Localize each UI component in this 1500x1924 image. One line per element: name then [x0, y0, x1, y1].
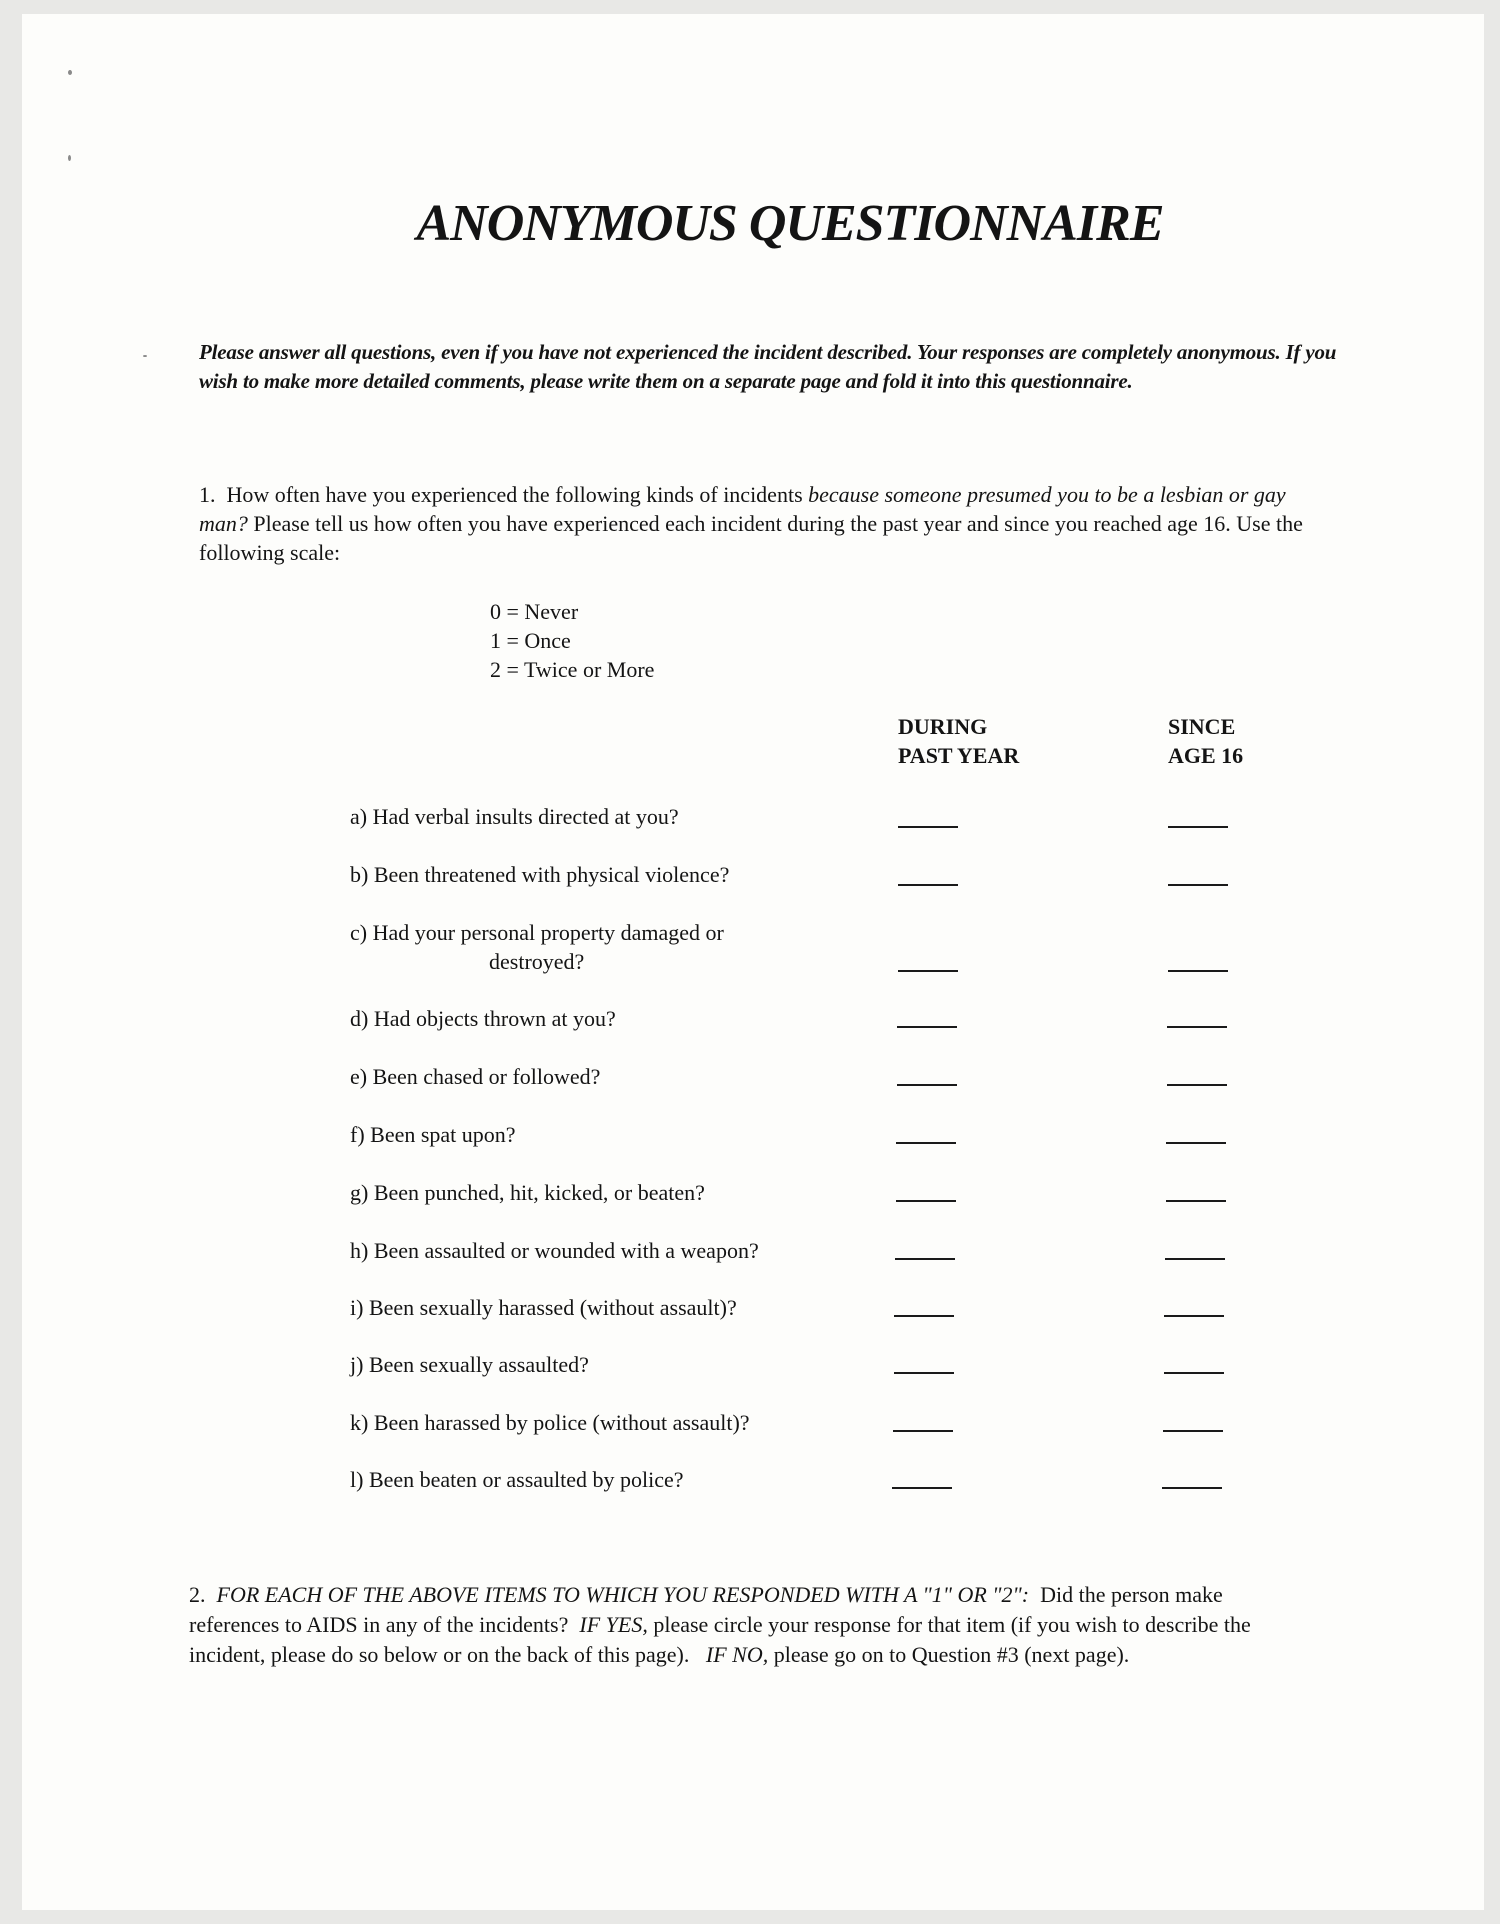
question-1-text-a: How often have you experienced the following kinds of incidents — [226, 482, 803, 507]
question-2-text-c: please go on to Question #3 (next page). — [773, 1642, 1130, 1667]
item-b-since-16-blank[interactable] — [1168, 884, 1228, 886]
column-header-past-year-line2: PAST YEAR — [898, 743, 1020, 768]
margin-speck — [68, 155, 71, 161]
item-e-past-year-blank[interactable] — [897, 1084, 957, 1086]
item-h-label: h) Been assaulted or wounded with a weapon? — [350, 1238, 759, 1263]
margin-speck — [143, 355, 147, 357]
column-header-since-16-line1: SINCE — [1168, 714, 1236, 739]
item-j — [350, 1350, 890, 1379]
item-j-since-16-blank[interactable] — [1164, 1372, 1224, 1374]
item-k-label: k) Been harassed by police (without assault)? — [350, 1410, 750, 1435]
item-l-past-year-blank[interactable] — [892, 1487, 952, 1489]
item-e — [350, 1062, 890, 1091]
column-header-past-year-line1: DURING — [898, 714, 988, 739]
item-c — [350, 918, 890, 976]
scale-entry-twice: 2 = Twice or More — [490, 657, 655, 682]
item-k-past-year-blank[interactable] — [893, 1430, 953, 1432]
response-scale — [490, 597, 654, 684]
item-d-since-16-blank[interactable] — [1167, 1026, 1227, 1028]
item-a-label: a) Had verbal insults directed at you? — [350, 804, 679, 829]
item-h-past-year-blank[interactable] — [895, 1258, 955, 1260]
item-l-label: l) Been beaten or assaulted by police? — [350, 1467, 684, 1492]
question-1-text — [199, 480, 1327, 567]
item-b — [350, 860, 890, 889]
instructions-paragraph: Please answer all questions, even if you have not experienced the incident described. Your responses are completely anonymous. If you wish to make more detailed comments, please write them on a separate page and fold it into this questionnaire. — [199, 340, 1337, 393]
item-b-label: b) Been threatened with physical violence? — [350, 862, 730, 887]
item-i-since-16-blank[interactable] — [1164, 1315, 1224, 1317]
question-1-text-italic: because someone presumed you to be a lesbian or gay man? — [199, 482, 1286, 536]
item-e-label: e) Been chased or followed? — [350, 1064, 601, 1089]
item-l-since-16-blank[interactable] — [1162, 1487, 1222, 1489]
item-a — [350, 802, 890, 831]
item-g-past-year-blank[interactable] — [896, 1200, 956, 1202]
item-g — [350, 1178, 890, 1207]
question-2-text-a: Did the person make references to AIDS in any of the incidents? — [189, 1582, 1223, 1637]
item-d — [350, 1004, 890, 1033]
question-1-text-b: Please tell us how often you have experienced each incident during the past year and since you reached age 16. Use the following scale: — [199, 511, 1303, 565]
item-c-since-16-blank[interactable] — [1168, 970, 1228, 972]
item-c-past-year-blank[interactable] — [898, 970, 958, 972]
question-2-number: 2. — [189, 1582, 206, 1607]
question-2-text — [189, 1580, 1299, 1670]
item-i-past-year-blank[interactable] — [894, 1315, 954, 1317]
item-a-past-year-blank[interactable] — [898, 826, 958, 828]
column-header-since-16 — [1168, 712, 1243, 770]
item-b-past-year-blank[interactable] — [898, 884, 958, 886]
item-i-label: i) Been sexually harassed (without assault)? — [350, 1295, 737, 1320]
scale-entry-once: 1 = Once — [490, 628, 571, 653]
item-j-label: j) Been sexually assaulted? — [350, 1352, 589, 1377]
question-2-text-b: please circle your response for that item (if you wish to describe the incident, please do so below or on the back of this page). — [189, 1612, 1251, 1667]
column-header-since-16-line2: AGE 16 — [1168, 743, 1244, 768]
scale-entry-never: 0 = Never — [490, 599, 579, 624]
margin-speck — [68, 70, 72, 75]
question-1-number: 1. — [199, 482, 216, 507]
item-c-label: c) Had your personal property damaged or — [350, 920, 724, 945]
item-j-past-year-blank[interactable] — [894, 1372, 954, 1374]
question-2-italic-lead: FOR EACH OF THE ABOVE ITEMS TO WHICH YOU RESPONDED WITH A "1" OR "2": — [216, 1582, 1030, 1607]
item-f — [350, 1120, 890, 1149]
question-2-if-yes: IF YES, — [579, 1612, 648, 1637]
column-header-past-year — [898, 712, 1019, 770]
item-d-label: d) Had objects thrown at you? — [350, 1006, 616, 1031]
item-c-label-continuation: destroyed? — [489, 949, 585, 974]
item-d-past-year-blank[interactable] — [897, 1026, 957, 1028]
item-k — [350, 1408, 890, 1437]
item-i — [350, 1293, 890, 1322]
item-g-since-16-blank[interactable] — [1166, 1200, 1226, 1202]
item-f-label: f) Been spat upon? — [350, 1122, 516, 1147]
item-l — [350, 1465, 890, 1494]
page-title: ANONYMOUS QUESTIONNAIRE — [416, 195, 1164, 252]
item-e-since-16-blank[interactable] — [1167, 1084, 1227, 1086]
item-f-past-year-blank[interactable] — [896, 1142, 956, 1144]
item-g-label: g) Been punched, hit, kicked, or beaten? — [350, 1180, 705, 1205]
item-f-since-16-blank[interactable] — [1166, 1142, 1226, 1144]
question-2-if-no: IF NO, — [705, 1642, 769, 1667]
item-k-since-16-blank[interactable] — [1163, 1430, 1223, 1432]
item-a-since-16-blank[interactable] — [1168, 826, 1228, 828]
item-h-since-16-blank[interactable] — [1165, 1258, 1225, 1260]
item-h — [350, 1236, 890, 1265]
